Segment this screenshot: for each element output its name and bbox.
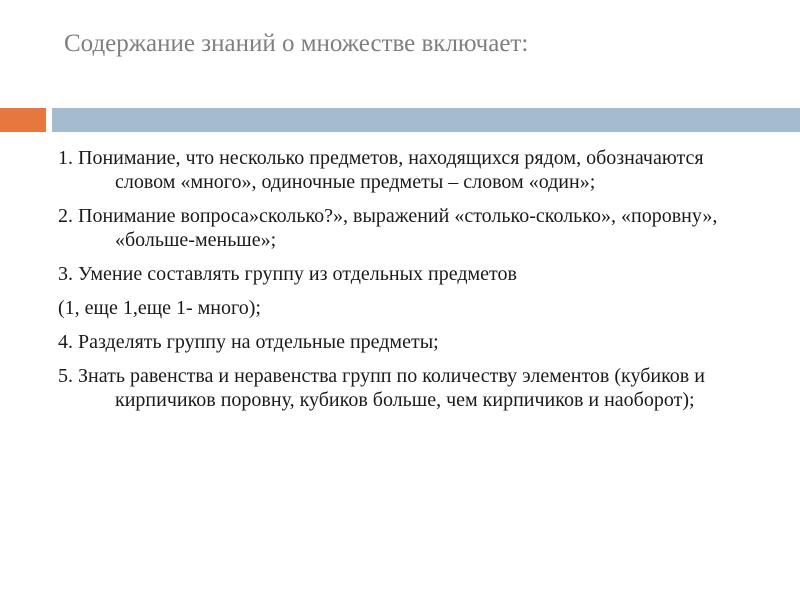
slide-content bbox=[58, 146, 758, 422]
accent-bar-blue bbox=[52, 108, 800, 132]
list-item: 3. Умение составлять группу из отдельных предметов bbox=[58, 263, 517, 285]
list-item: 2. Понимание вопроса»сколько?», выражений «столько-сколько», «поровну», «больше-меньше»; bbox=[58, 205, 718, 251]
list-item: 4. Разделять группу на отдельные предметы; bbox=[58, 331, 439, 353]
list-item: (1, еще 1,еще 1- много); bbox=[58, 297, 261, 319]
list-item: 1. Понимание, что несколько предметов, находящихся рядом, обозначаются словом «много», одиночные предметы – словом «один»; bbox=[58, 147, 704, 193]
accent-bar-orange bbox=[0, 108, 46, 132]
list-item: 5. Знать равенства и неравенства групп по количеству элементов (кубиков и кирпичиков поровну, кубиков больше, чем кирпичиков и наоборот); bbox=[58, 365, 705, 411]
slide-title: Содержание знаний о множестве включает: bbox=[64, 30, 529, 57]
